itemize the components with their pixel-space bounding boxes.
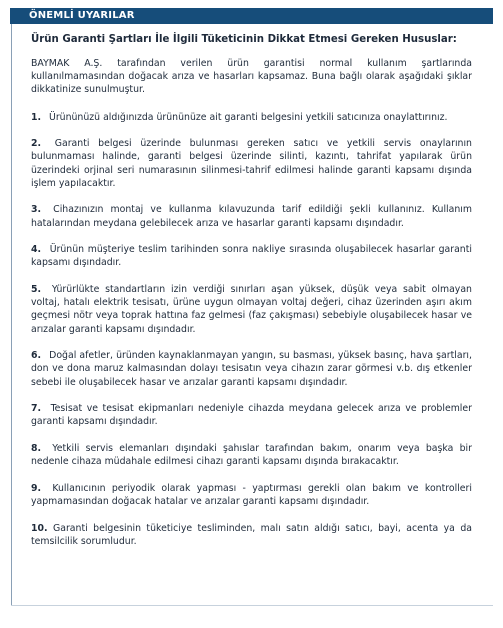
item-number: 6. (31, 350, 42, 362)
warning-item (31, 111, 472, 124)
section-subtitle: Ürün Garanti Şartları İle İlgili Tüketicinin Dikkat Etmesi Gereken Hususlar: (31, 34, 457, 45)
item-text: Garanti belgesi üzerinde bulunması gereken satıcı ve yetkili servis onaylarının bulunmaması halinde, garanti belgesi üzerinde silinti, kazıntı, tahrifat yapılarak ürün üzerindeki orjinal seri numarasının silinmesi-tahrif edilmesi halinde garanti kapsamı dışında işlem yapılacaktır. (31, 138, 472, 189)
item-number: 7. (31, 403, 42, 415)
warning-item (31, 522, 472, 548)
item-text: Yetkili servis elemanları dışındaki şahıslar tarafından bakım, onarım veya başka bir nedenle cihaza müdahale edilmesi cihazı garanti kapsamı dışında bırakacaktır. (31, 443, 472, 468)
header-bar (10, 8, 493, 24)
warning-item (31, 349, 472, 389)
warning-item (31, 402, 472, 428)
warning-item (31, 137, 472, 190)
frame-bottom-border (11, 605, 493, 606)
item-number: 4. (31, 244, 42, 256)
item-number: 9. (31, 482, 42, 494)
item-text: Tesisat ve tesisat ekipmanları nedeniyle cihazda meydana gelecek arıza ve problemler garanti kapsamı dışındadır. (31, 403, 472, 428)
item-text: Cihazınızın montaj ve kullanma kılavuzunda tarif edildiği şekli kullanınız. Kullanım hatalarından meydana gelebilecek arıza ve hasarlar garanti kapsamı dışındadır. (31, 204, 472, 229)
warning-item (31, 442, 472, 468)
warning-item (31, 482, 472, 508)
item-number: 2. (31, 138, 42, 150)
content-area (31, 33, 472, 561)
item-text: Yürürlükte standartların izin verdiği sınırları aşan yüksek, düşük veya sabit olmayan voltaj, hatalı elektrik tesisatı, ürüne uygun olmayan voltaj değeri, cihaz üzerinden aşırı akım geçmesi nötr veya toprak hattına faz gelmesi (faz çakışması) sebebiyle oluşabilecek hasar ve arızalar garanti kapsamı dışındadır. (31, 284, 472, 335)
item-number: 10. (31, 522, 48, 534)
warning-item (31, 243, 472, 269)
frame-left-border (11, 24, 12, 606)
item-number: 8. (31, 443, 42, 454)
item-text: Ürününüzü aldığınızda ürününüze ait garanti belgesini yetkili satıcınıza onaylattırınız. (48, 111, 448, 123)
item-text: Kullanıcının periyodik olarak yapması - yaptırması gerekli olan bakım ve kontrolleri yapmamasından doğacak hatalar ve arızalar garanti kapsamı dışındadır. (31, 482, 472, 507)
intro-paragraph: BAYMAK A.Ş. tarafından verilen ürün garantisi normal kullanım şartlarında kullanılmamasından doğacak arıza ve hasarları kapsamaz. Buna bağlı olarak aşağıdaki şıklar dikkatinize sunulmuştur. (31, 58, 472, 96)
item-text: Garanti belgesinin tüketiciye tesliminden, malı satın aldığı satıcı, bayi, acenta ya da temsilcilik sorumludur. (31, 522, 472, 547)
item-number: 1. (31, 111, 42, 123)
item-text: Ürünün müşteriye teslim tarihinden sonra nakliye sırasında oluşabilecek hasarlar garanti kapsamı dışındadır. (31, 244, 472, 269)
warning-item (31, 203, 472, 229)
header-title: ÖNEMLİ UYARILAR (29, 10, 135, 21)
item-number: 3. (31, 204, 42, 216)
item-number: 5. (31, 284, 42, 295)
item-text: Doğal afetler, üründen kaynaklanmayan yangın, su basması, yüksek basınç, hava şartları, don ve dona maruz kalmasından dolayı tesisatın veya cihazın zarar görmesi v.b. dış etkenler sebebi ile oluşabilecek hasar ve arızalar garanti kapsamı dışındadır. (31, 350, 472, 388)
warning-list (31, 111, 472, 548)
warning-item (31, 283, 472, 336)
